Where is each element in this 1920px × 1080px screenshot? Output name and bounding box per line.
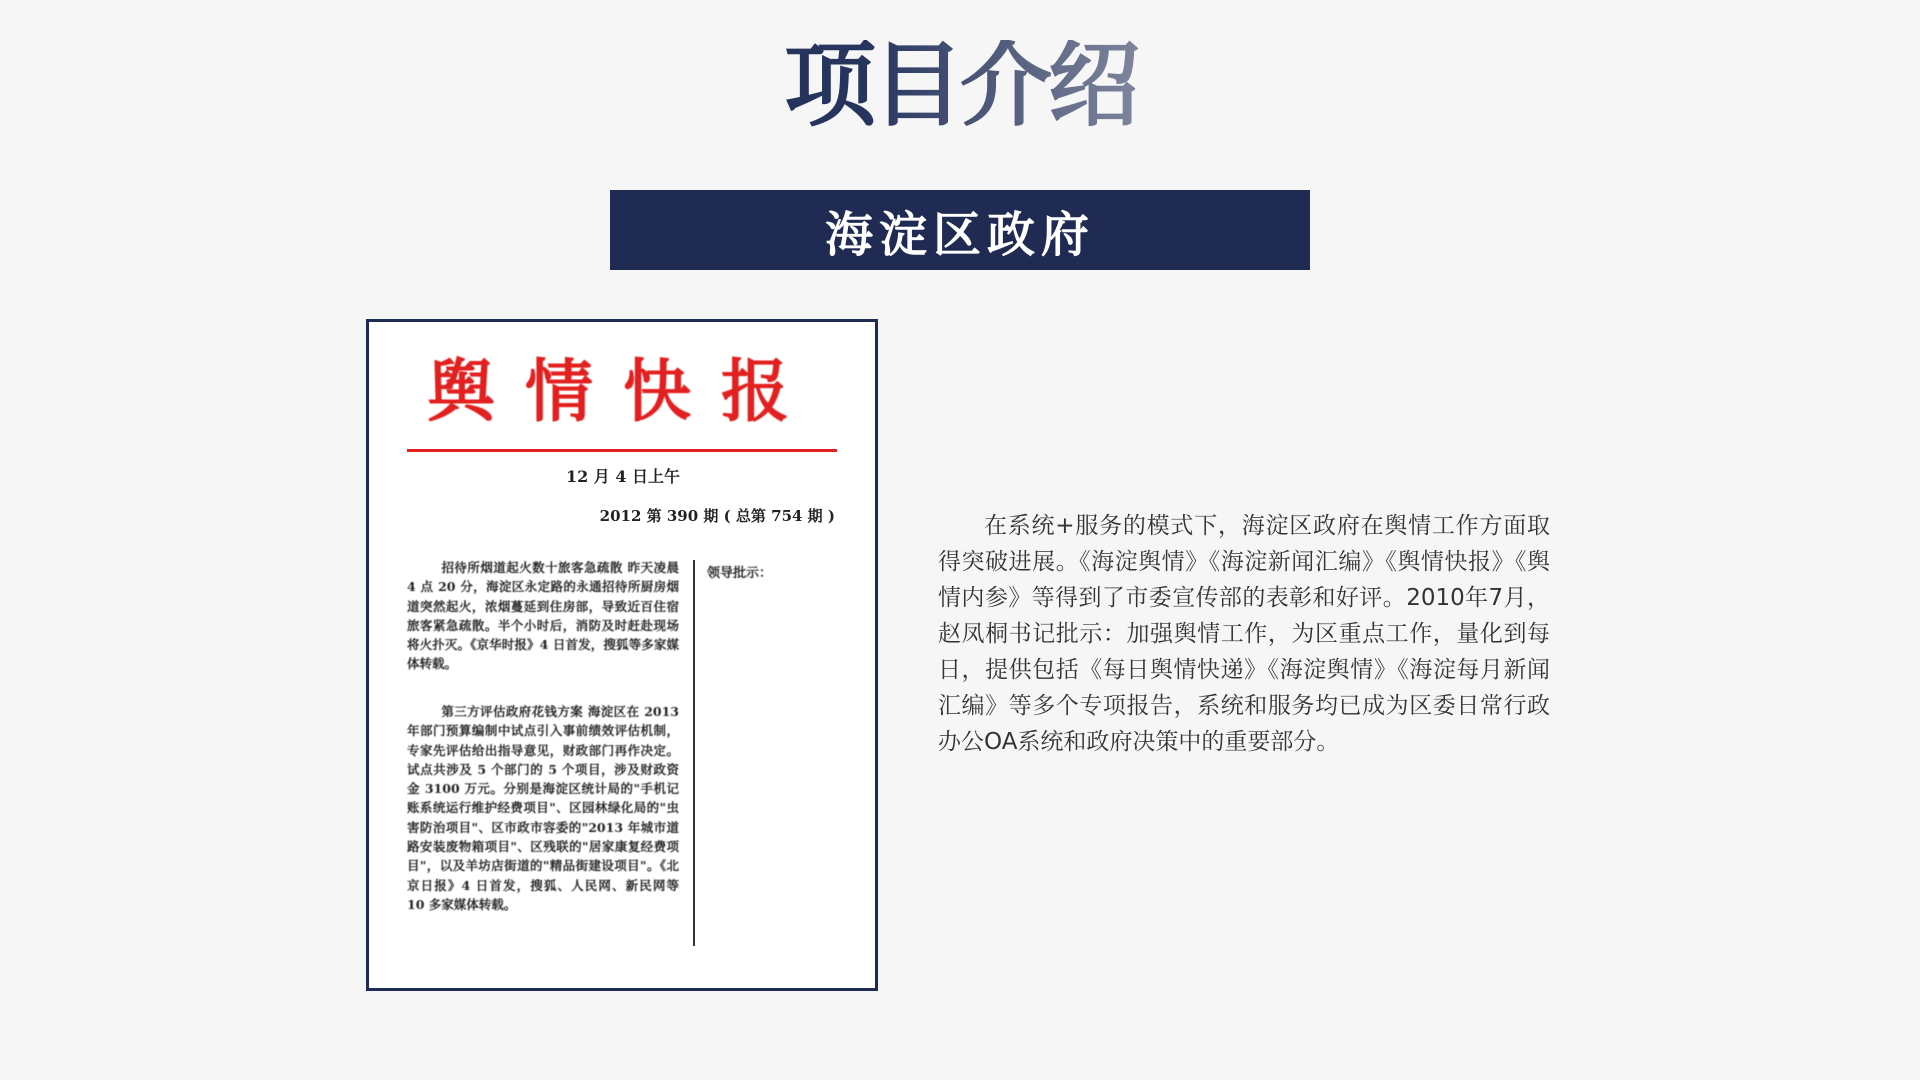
document-date: 12 月 4 日上午 bbox=[565, 467, 681, 486]
document-paragraph bbox=[407, 702, 679, 914]
page-title: 项目介绍 bbox=[0, 40, 1920, 132]
document-issue-number: 2012 第 390 期 ( 总第 754 期 ) bbox=[599, 507, 835, 525]
document-paragraph-text: 第三方评估政府花钱方案 海淀区在 2013 年部门预算编制中试点引入事前绩效评估机制，专家先评估给出指导意见，财政部门再作决定。试点共涉及 5 个部门的 5 个项目，涉及财政资金 3100 万元。分别是海淀区统计局的"手机记账系统运行维护经费项目"、区园林绿化局的"虫害防治项目"、区市政市容委的"2013 年城市道路安装废物箱项目"、区残联的"居家康复经费项目"，以及羊坊店街道的"精品街建设项目"。《北京日报》4 日首发，搜狐、人民网、新民网等 10 多家媒体转载。 bbox=[407, 704, 679, 912]
project-description: 在系统+服务的模式下，海淀区政府在舆情工作方面取得突破进展。《海淀舆情》《海淀新闻汇编》《舆情快报》《舆情内参》等得到了市委宣传部的表彰和好评。2010年7月，赵凤桐书记批示：加强舆情工作，为区重点工作，量化到每日，提供包括《每日舆情快递》《海淀舆情》《海淀每月新闻汇编》等多个专项报告，系统和服务均已成为区委日常行政办公OA系统和政府决策中的重要部分。 bbox=[938, 513, 1550, 755]
section-banner: 海淀区政府 bbox=[610, 190, 1310, 270]
document-paragraph bbox=[407, 558, 679, 674]
document-masthead: 舆情快报 bbox=[426, 352, 819, 432]
column-divider bbox=[693, 560, 695, 946]
report-document-image bbox=[366, 319, 878, 991]
leader-note-label: 领导批示： bbox=[707, 566, 773, 581]
masthead-rule bbox=[407, 449, 837, 452]
document-paragraph-text: 招待所烟道起火数十旅客急疏散 昨天凌晨 4 点 20 分，海淀区永定路的永通招待所厨房烟道突然起火，浓烟蔓延到住房部，导致近百住宿旅客紧急疏散。半个小时后，消防及时赶赴现场将火扑灭。《京华时报》4 日首发，搜狐等多家媒体转载。 bbox=[407, 560, 679, 672]
